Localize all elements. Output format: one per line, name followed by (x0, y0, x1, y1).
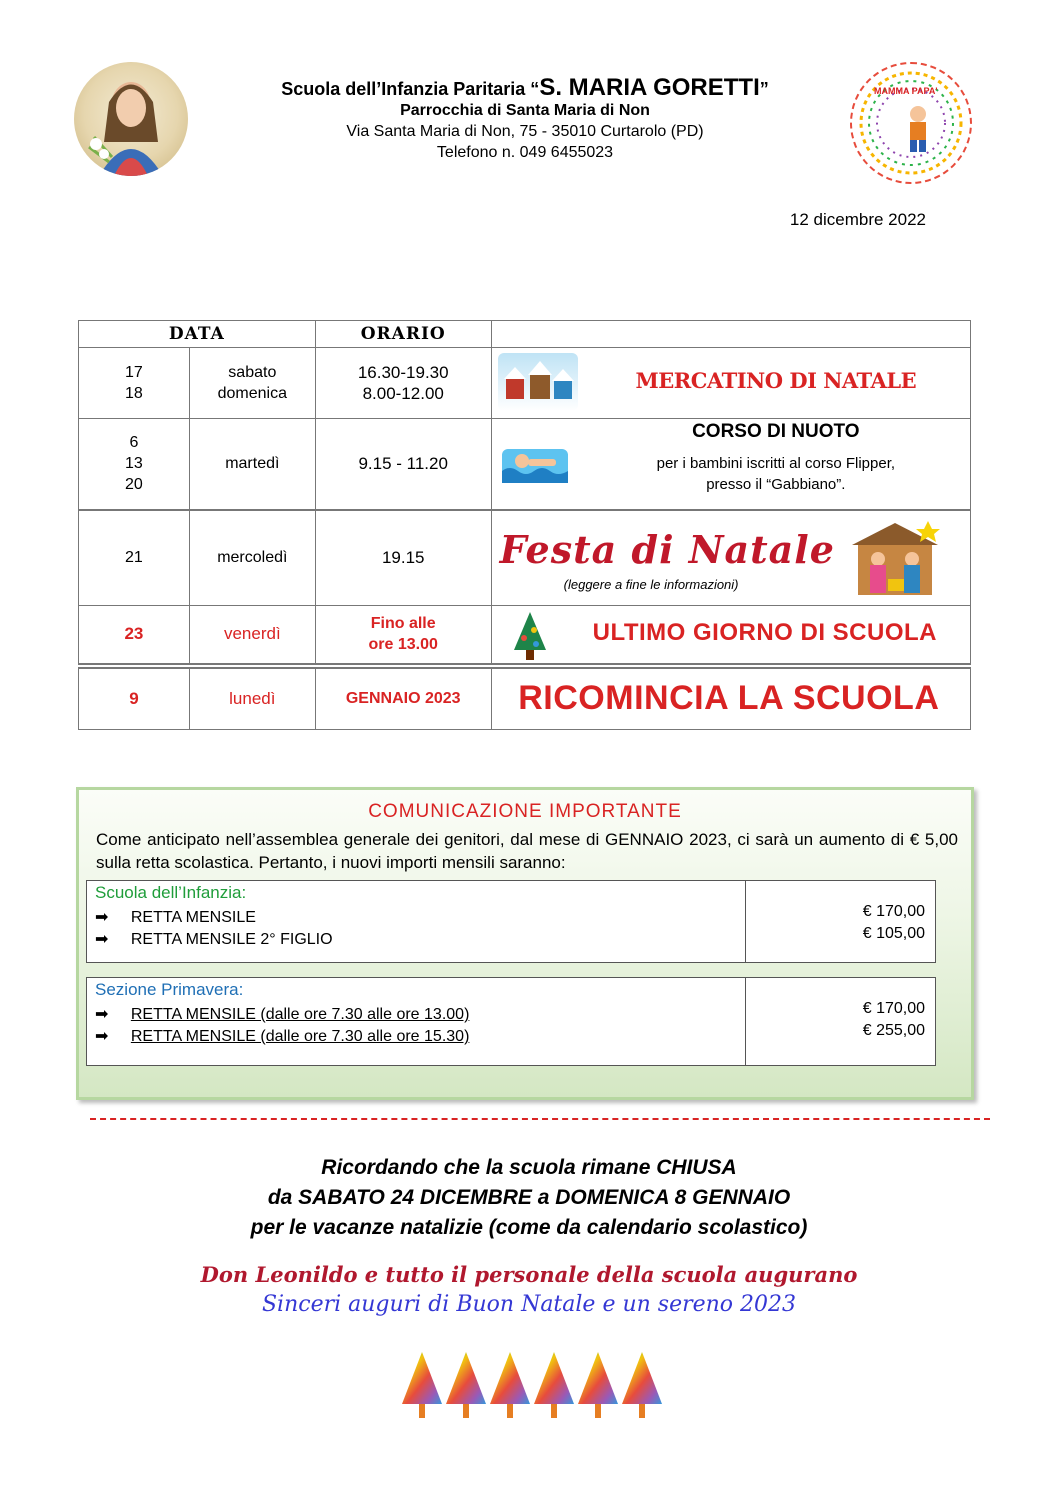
fee-amount: € 105,00 (862, 925, 925, 942)
tree-icon (578, 1352, 618, 1418)
nativity-scene-icon (848, 519, 942, 597)
greeting-line-2: Sinceri auguri di Buon Natale e un sereno 2023 (261, 1292, 797, 1317)
fee-item: ➡ RETTA MENSILE (dalle ore 7.30 alle ore 15.30) (95, 1028, 470, 1045)
event-festa-natale (491, 510, 970, 606)
document-date: 12 dicembre 2022 (789, 210, 926, 229)
christmas-market-icon (498, 353, 578, 411)
table-row: 6 13 20 martedì 9.15 - 11.20 CORSO DI NUOTO per i bambini iscritti al corso Flipper, presso il “Gabbiano”. (79, 419, 971, 510)
dashed-divider (90, 1118, 990, 1120)
table-header-row (79, 321, 971, 348)
table-row: 17 18 sabato domenica 16.30-19.30 8.00-12.00 MERCATINO DI NATALE (79, 348, 971, 419)
column-header-time: ORARIO (315, 321, 491, 348)
tree-icon (446, 1352, 486, 1418)
tree-icon (490, 1352, 530, 1418)
event-title: MERCATINO DI NATALE (635, 368, 917, 393)
closing-line-2: da SABATO 24 DICEMBRE a DOMENICA 8 GENNAIO (267, 1186, 791, 1209)
event-title: Festa di Natale (499, 526, 835, 572)
swimmer-icon (502, 449, 568, 483)
greeting-line-1: Don Leonildo e tutto il personale della scuola augurano (200, 1262, 858, 1287)
tree-icon (622, 1352, 662, 1418)
event-title: RICOMINCIA LA SCUOLA (518, 678, 940, 717)
arrow-icon: ➡ (95, 909, 109, 926)
fee-item: ➡ RETTA MENSILE 2° FIGLIO (95, 931, 333, 948)
phone: Telefono n. 049 6455023 (436, 144, 614, 161)
event-title: ULTIMO GIORNO DI SCUOLA (592, 619, 937, 646)
tree-icon (402, 1352, 442, 1418)
fee-amounts-infanzia (745, 880, 936, 963)
fee-section-title: Scuola dell’Infanzia: (95, 883, 247, 902)
event-note: per i bambini iscritti al corso Flipper, presso il “Gabbiano”. (656, 455, 896, 493)
tree-icon (534, 1352, 574, 1418)
communication-title: COMUNICAZIONE IMPORTANTE (368, 801, 682, 822)
school-name: Scuola dell’Infanzia Paritaria “S. MARIA GORETTI” (281, 74, 769, 101)
school-community-logo: MAMMA PAPA' (850, 62, 972, 184)
fee-amount: € 170,00 (862, 1000, 925, 1017)
fee-section-title: Sezione Primavera: (95, 980, 244, 999)
fee-box-primavera (86, 977, 746, 1066)
event-mercatino (491, 348, 970, 419)
colorful-trees-decoration (400, 1348, 668, 1422)
table-row: 21 mercoledì 19.15 Festa di Natale (leggere a fine le informazioni) (79, 510, 971, 606)
christmas-tree-icon (510, 610, 550, 662)
table-row: 9 lunedì GENNAIO 2023 RICOMINCIA LA SCUOLA (79, 666, 971, 730)
arrow-icon: ➡ (95, 1006, 109, 1023)
fee-item: ➡ RETTA MENSILE (95, 909, 256, 926)
schedule-table (78, 320, 971, 730)
closing-line-1: Ricordando che la scuola rimane CHIUSA (321, 1156, 737, 1179)
fee-amounts-primavera (745, 977, 936, 1066)
column-header-event (491, 321, 970, 348)
event-note: (leggere a fine le informazioni) (563, 576, 739, 592)
madonna-logo (74, 62, 188, 176)
address: Via Santa Maria di Non, 75 - 35010 Curtarolo (PD) (346, 123, 704, 140)
fee-item: ➡ RETTA MENSILE (dalle ore 7.30 alle ore 13.00) (95, 1006, 470, 1023)
parish-name: Parrocchia di Santa Maria di Non (400, 102, 650, 119)
fee-amount: € 255,00 (862, 1022, 925, 1039)
column-header-date: DATA (79, 321, 316, 348)
event-ricomincia (491, 666, 970, 730)
event-corso-nuoto (491, 419, 970, 510)
arrow-icon: ➡ (95, 1028, 109, 1045)
arrow-icon: ➡ (95, 931, 109, 948)
fee-box-infanzia (86, 880, 746, 963)
table-row: 23 venerdì Fino alle ore 13.00 ULTIMO GIORNO DI SCUOLA (79, 606, 971, 666)
event-title: CORSO DI NUOTO (692, 421, 860, 442)
communication-text: Come anticipato nell’assemblea generale dei genitori, dal mese di GENNAIO 2023, ci sarà un aumento di € 5,00 sulla retta scolastica. Pertanto, i nuovi importi mensili saranno: (96, 830, 958, 872)
closing-line-3: per le vacanze natalizie (come da calendario scolastico) (250, 1216, 808, 1239)
fee-amount: € 170,00 (862, 903, 925, 920)
event-ultimo-giorno (491, 606, 970, 666)
